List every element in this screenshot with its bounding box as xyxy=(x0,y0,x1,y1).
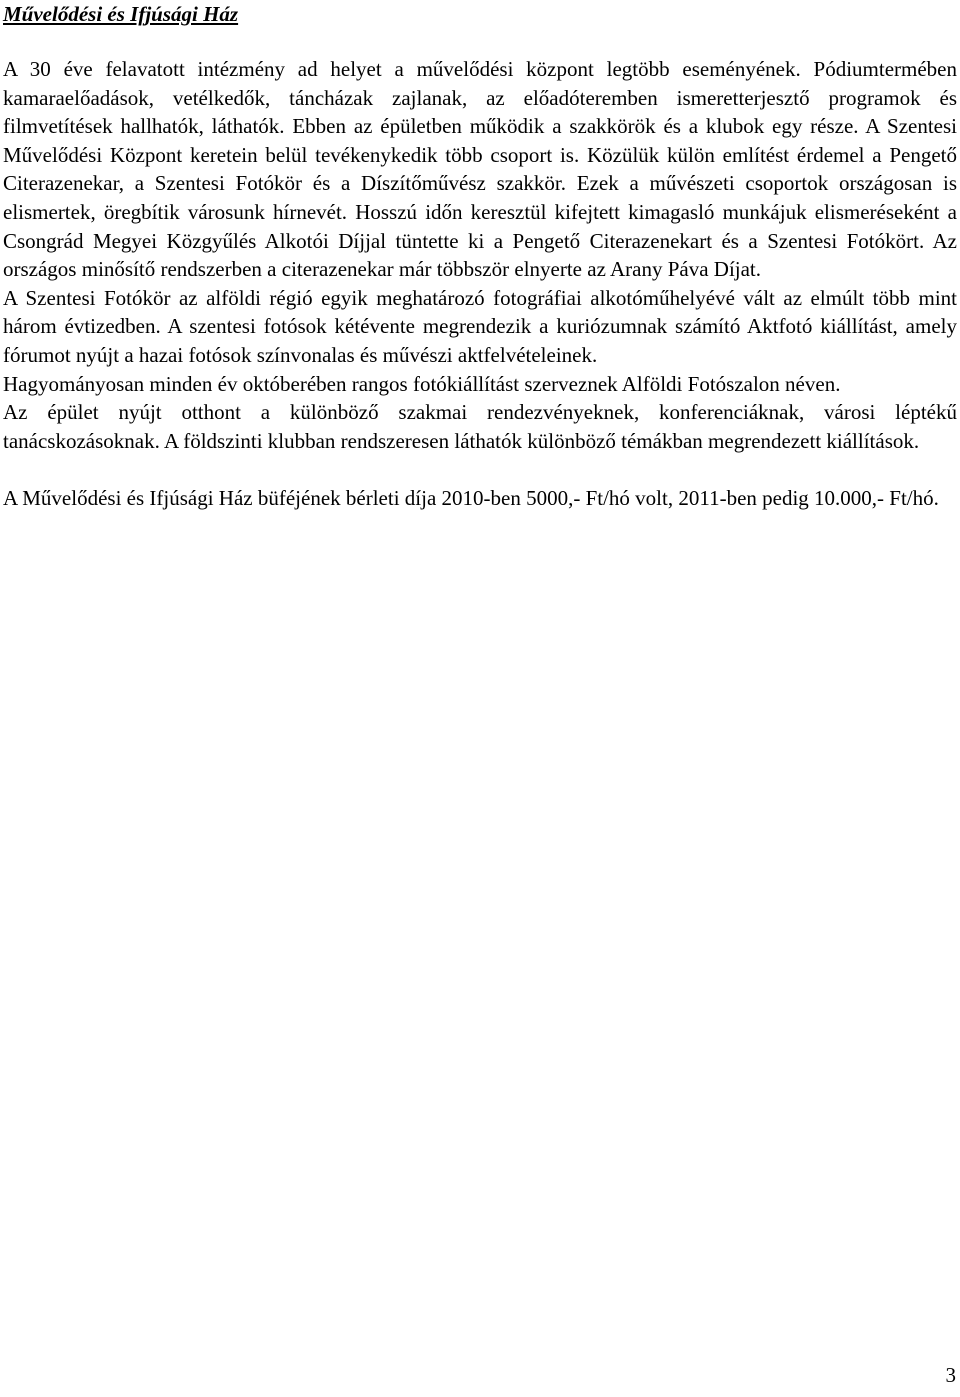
paragraph-spacer xyxy=(3,455,957,484)
page-number: 3 xyxy=(945,1363,956,1387)
section-title: Művelődési és Ifjúsági Ház xyxy=(3,2,239,26)
paragraph-intro: A 30 éve felavatott intézmény ad helyet a művelődési központ legtöbb eseményének. Pódiumtermében kamaraelőadások, vetélkedők, táncházak zajlanak, az előadóteremben ismeretterjesztő programok és filmvetítések hallhatók, láthatók. Ebben az épületben működik a szakkörök és a klubok egy része. A Szentesi Művelődési Központ keretein belül tevékenykedik több csoport is. Közülük külön említést érdemel a Pengető Citerazenekar, a Szentesi Fotókör és a Díszítőművész szakkör. Ezek a művészeti csoportok országosan is elismertek, öregbítik városunk hírnevét. Hosszú időn keresztül kifejtett kimagasló munkájuk elismeréseként a Csongrád Megyei Közgyűlés Alkotói Díjjal tüntette ki a Pengető Citerazenekart és a Szentesi Fotókört. Az országos minősítő rendszerben a citerazenekar már többször elnyerte az Arany Páva Díjat. xyxy=(3,57,957,282)
body-text xyxy=(3,55,957,513)
paragraph-fotoszalon: Hagyományosan minden év októberében rangos fotókiállítást szerveznek Alföldi Fotószalon néven. xyxy=(3,371,841,396)
paragraph-rendezvenyek: Az épület nyújt otthont a különböző szakmai rendezvényeknek, konferenciáknak, városi léptékű tanácskozásoknak. A földszinti klubban rendszeresen láthatók különböző témákban megrendezett kiállítások. xyxy=(3,400,957,453)
paragraph-berleti-dij: A Művelődési és Ifjúsági Ház büféjének bérleti díja 2010-ben 5000,- Ft/hó volt, 2011-ben pedig 10.000,- Ft/hó. xyxy=(3,485,939,510)
paragraph-fotokor: A Szentesi Fotókör az alföldi régió egyik meghatározó fotográfiai alkotóműhelyévé vált az elmúlt több mint három évtizedben. A szentesi fotósok kétévente megrendezik a kuriózumnak számító Aktfotó kiállítást, amely fórumot nyújt a hazai fotósok színvonalas és művészi aktfelvételeinek. xyxy=(3,285,957,367)
document-page xyxy=(3,0,957,513)
